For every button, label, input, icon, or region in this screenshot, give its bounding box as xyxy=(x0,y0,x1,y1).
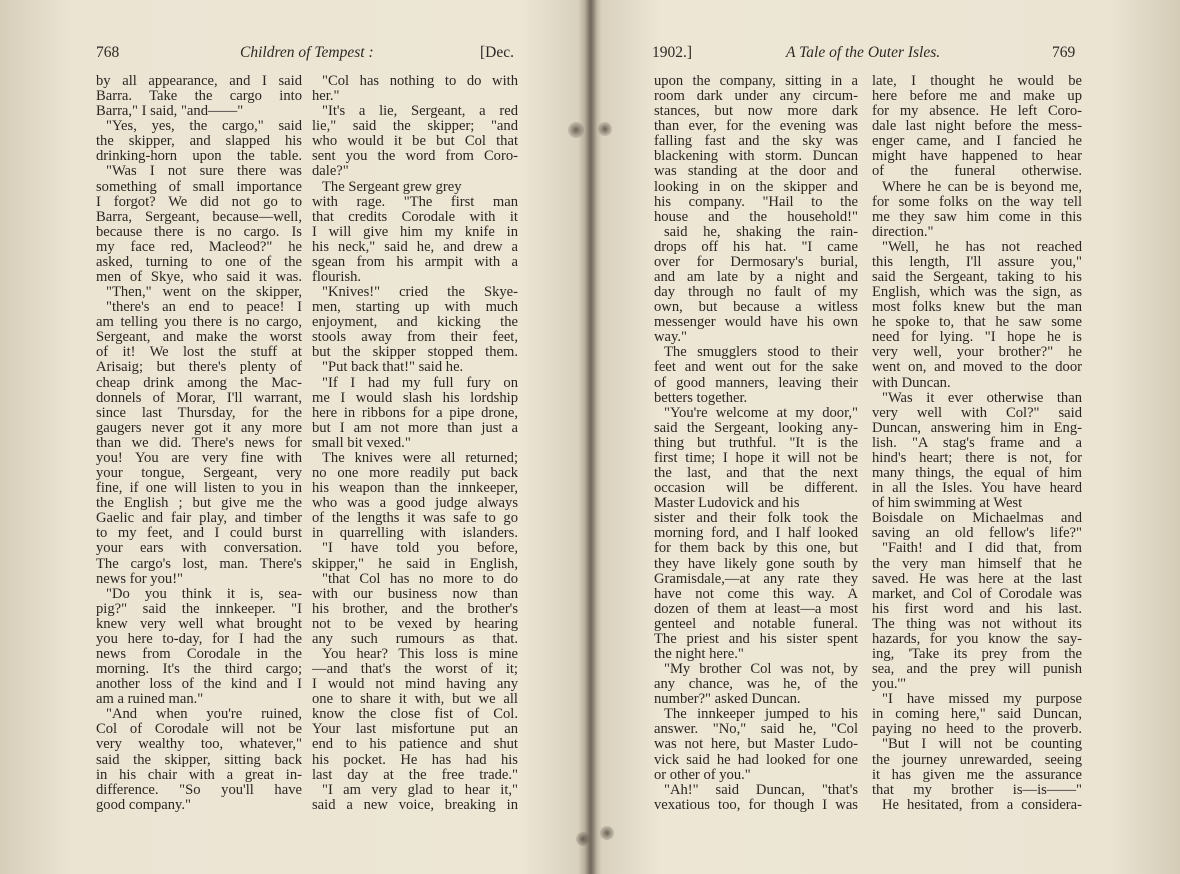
text-line: in coming here," said Duncan, xyxy=(872,706,1082,723)
text-line: saving an old fellow's life?" xyxy=(872,525,1082,542)
text-line: who would it be but Col that xyxy=(312,133,518,150)
text-line: vick said he had looked for one xyxy=(654,751,858,768)
text-line: dozen of them at least—a most xyxy=(654,600,858,617)
text-line: you! You are very fine with xyxy=(96,449,302,466)
text-line: because there is no cargo. Is xyxy=(96,223,302,240)
text-line: one to share it with, but we all xyxy=(312,691,518,708)
text-line: and am late by a night and xyxy=(654,269,858,286)
text-line: but the skipper stopped them. xyxy=(312,344,518,361)
text-line: sent you the word from Coro- xyxy=(312,148,518,165)
text-line: "I am very glad to hear it," xyxy=(322,781,518,798)
text-line: falling fast and the sky was xyxy=(654,133,858,150)
text-line: sister and their folk took the xyxy=(654,510,858,527)
text-line: Boisdale on Michaelmas and xyxy=(872,510,1082,527)
text-line: knew very well what brought xyxy=(96,615,302,632)
text-line: it has given me the assurance xyxy=(872,766,1082,783)
text-line: "Ah!" said Duncan, "that's xyxy=(664,781,858,798)
text-line: "Well, he has not reached xyxy=(882,238,1082,255)
text-line: flourish. xyxy=(312,269,362,286)
text-line: The innkeeper jumped to his xyxy=(664,706,858,723)
text-line: enjoyment, and kicking the xyxy=(312,314,518,331)
text-line: know the close fist of Col. xyxy=(312,706,518,723)
text-line: me I would slash his lordship xyxy=(312,389,518,406)
text-line: of him swimming at West xyxy=(872,495,1023,512)
text-line: Sergeant, and make the worst xyxy=(96,329,302,346)
text-line: Gramisdale,—at any rate they xyxy=(654,570,858,587)
text-line: here in ribbons for a pipe drone, xyxy=(312,404,518,421)
text-line: "Was it ever otherwise than xyxy=(882,389,1082,406)
text-line: "You're welcome at my door," xyxy=(664,404,858,421)
text-line: good company." xyxy=(96,796,191,813)
text-line: "Knives!" cried the Skye- xyxy=(322,284,518,301)
text-line: Duncan, answering him in Eng- xyxy=(872,419,1082,436)
text-line: answer. "No," said he, "Col xyxy=(654,721,858,738)
text-line: market, and Col of Corodale was xyxy=(872,585,1082,602)
text-line: of good manners, leaving their xyxy=(654,374,858,391)
text-line: "It's a lie, Sergeant, a red xyxy=(322,103,518,120)
text-line: not to be vexed by hearing xyxy=(312,615,518,632)
text-line: was not here, but Master Ludo- xyxy=(654,736,858,753)
text-line: English, which was the sign, as xyxy=(872,284,1082,301)
text-line: ing, 'Take its prey from the xyxy=(872,645,1082,662)
running-title: Children of Tempest : xyxy=(240,44,374,61)
text-line: for some folks on the way tell xyxy=(872,193,1082,210)
text-line: men of Skye, who said it was. xyxy=(96,269,302,286)
text-line: many things, the equal of him xyxy=(872,465,1082,482)
page-number: 769 xyxy=(1052,44,1076,61)
text-line: "Do you think it is, sea- xyxy=(106,585,302,602)
text-line: "I have told you before, xyxy=(322,540,518,557)
text-line: no one more readily put back xyxy=(312,465,518,482)
text-line: I will give him my knife in xyxy=(312,223,518,240)
text-line: asked, turning to one of the xyxy=(96,253,302,270)
running-title: A Tale of the Outer Isles. xyxy=(786,44,941,61)
text-line: dale?" xyxy=(312,163,349,180)
text-line: lish. "A stag's frame and a xyxy=(872,434,1082,451)
text-line: the last, and that the next xyxy=(654,465,858,482)
right-page xyxy=(596,0,1180,874)
text-line: occasion will be different. xyxy=(654,480,858,497)
text-line: I would not mind having any xyxy=(312,676,518,693)
text-line: Your last misfortune put an xyxy=(312,721,518,738)
text-line: than ever, for the evening was xyxy=(654,118,858,135)
text-line: the English ; but give me the xyxy=(96,495,302,512)
page-number: 768 xyxy=(96,44,120,61)
text-line: pig?" said the innkeeper. "I xyxy=(96,600,302,617)
text-line: fine, if one will listen to you in xyxy=(96,480,302,497)
text-line: dale last night before the mess- xyxy=(872,118,1082,135)
text-line: his brother, and the brother's xyxy=(312,600,518,617)
text-line: the very man himself that he xyxy=(872,555,1082,572)
text-line: news from Corodale in the xyxy=(96,645,302,662)
text-line: Master Ludovick and his xyxy=(654,495,800,512)
text-line: said the Sergeant, looking any- xyxy=(654,419,858,436)
text-line: his neck," said he, and drew a xyxy=(312,238,518,255)
text-line: men, starting up with much xyxy=(312,299,518,316)
text-line: in his chair with a great in- xyxy=(96,766,302,783)
text-line: The smugglers stood to their xyxy=(664,344,858,361)
text-line: very well with Col?" said xyxy=(872,404,1082,421)
text-column xyxy=(654,74,858,813)
text-line: any chance, was he, of the xyxy=(654,676,858,693)
text-line: the journey unrewarded, seeing xyxy=(872,751,1082,768)
text-line: end to his patience and shut xyxy=(312,736,518,753)
text-line: stools away from their feet, xyxy=(312,329,518,346)
text-line: said the skipper, sitting back xyxy=(96,751,302,768)
text-column xyxy=(96,74,302,813)
text-line: his first word and his last. xyxy=(872,600,1082,617)
text-line: direction." xyxy=(872,223,934,240)
text-line: enger came, and I fancied he xyxy=(872,133,1082,150)
text-line: sea, and the prey will punish xyxy=(872,661,1082,678)
text-line: I forgot? We did not go to xyxy=(96,193,302,210)
text-line: went on, and moved to the door xyxy=(872,359,1082,376)
text-line: "But I will not be counting xyxy=(882,736,1082,753)
text-line: might have happened to hear xyxy=(872,148,1082,165)
text-line: thing but truthful. "It is the xyxy=(654,434,858,451)
text-line: but I am not more than just a xyxy=(312,419,518,436)
text-line: vexatious too, for though I was xyxy=(654,796,858,813)
text-column xyxy=(312,74,518,813)
text-line: in all the Isles. You have heard xyxy=(872,480,1082,497)
text-line: late, I thought he would be xyxy=(872,73,1082,89)
text-line: for them back by this one, but xyxy=(654,540,858,557)
text-line: by all appearance, and I said xyxy=(96,73,302,89)
text-line: saved. He was here at the last xyxy=(872,570,1082,587)
text-line: feet and went out for the sake xyxy=(654,359,858,376)
text-line: Barra, Sergeant, because—well, xyxy=(96,208,302,225)
text-line: they have likely gone south by xyxy=(654,555,858,572)
text-line: "there's an end to peace! I xyxy=(106,299,302,316)
text-line: You hear? This loss is mine xyxy=(322,645,518,662)
text-line: He hesitated, from a considera- xyxy=(882,796,1082,813)
text-line: hazards, for you know the say- xyxy=(872,630,1082,647)
text-line: "Faith! and I did that, from xyxy=(882,540,1082,557)
text-line: since last Thursday, for the xyxy=(96,404,302,421)
text-line: the skipper, and slapped his xyxy=(96,133,302,150)
text-line: number?" asked Duncan. xyxy=(654,691,801,708)
text-line: of the lengths it was safe to go xyxy=(312,510,518,527)
text-line: Where he can be is beyond me, xyxy=(882,178,1082,195)
text-line: his weapon than the innkeeper, xyxy=(312,480,518,497)
text-line: The knives were all returned; xyxy=(322,449,518,466)
text-line: said he, shaking the rain- xyxy=(664,223,858,240)
text-line: her." xyxy=(312,88,340,105)
text-line: hind's heart; there is not, for xyxy=(872,449,1082,466)
text-line: drops off his hat. "I came xyxy=(654,238,858,255)
text-line: cheap drink among the Mac- xyxy=(96,374,302,391)
text-line: "I have missed my purpose xyxy=(882,691,1082,708)
text-line: your ears with conversation. xyxy=(96,540,302,557)
text-line: room dark under any circum- xyxy=(654,88,858,105)
text-line: with Duncan. xyxy=(872,374,951,391)
text-line: with our business now than xyxy=(312,585,518,602)
text-line: donnels of Morar, I'll warrant, xyxy=(96,389,302,406)
text-line: that my brother is—is——" xyxy=(872,781,1082,798)
text-line: to my feet, and I could burst xyxy=(96,525,302,542)
text-line: Barra. Take the cargo into xyxy=(96,88,302,105)
text-line: genteel and notable funeral. xyxy=(654,615,858,632)
text-line: news for you!" xyxy=(96,570,184,587)
text-line: have not come this way. A xyxy=(654,585,858,602)
text-line: "Put back that!" said he. xyxy=(322,359,464,376)
text-line: he spoke to, that he saw some xyxy=(872,314,1082,331)
text-line: another loss of the kind and I xyxy=(96,676,302,693)
text-line: difference. "So you'll have xyxy=(96,781,302,798)
text-line: blackening with storm. Duncan xyxy=(654,148,858,165)
text-line: "Col has nothing to do with xyxy=(322,73,518,89)
text-line: for my absence. He left Coro- xyxy=(872,103,1082,120)
text-line: of the funeral otherwise. xyxy=(872,163,1082,180)
text-line: very wealthy too, whatever," xyxy=(96,736,302,753)
date-mark: 1902.] xyxy=(652,44,693,61)
text-line: over for Dermosary's burial, xyxy=(654,253,858,270)
text-line: upon the company, sitting in a xyxy=(654,73,858,89)
text-line: The Sergeant grew grey xyxy=(322,178,462,195)
text-line: "Then," went on the skipper, xyxy=(106,284,302,301)
text-line: "If I had my full fury on xyxy=(322,374,518,391)
text-line: with rage. "The first man xyxy=(312,193,518,210)
running-head xyxy=(96,44,516,64)
text-line: any such rumours as that. xyxy=(312,630,518,647)
text-line: Barra," I said, "and——" xyxy=(96,103,244,120)
text-line: "that Col has no more to do xyxy=(322,570,518,587)
text-line: "My brother Col was not, by xyxy=(664,661,858,678)
text-line: morning ford, and I half looked xyxy=(654,525,858,542)
text-line: The cargo's lost, man. There's xyxy=(96,555,302,572)
text-line: most folks knew but the man xyxy=(872,299,1082,316)
text-line: house and the household!" xyxy=(654,208,858,225)
date-mark: [Dec. xyxy=(480,44,514,61)
text-line: am telling you there is no cargo, xyxy=(96,314,302,331)
text-line: The thing was not without its xyxy=(872,615,1082,632)
text-line: very well, your brother?" he xyxy=(872,344,1082,361)
text-line: need for lying. "I hope he is xyxy=(872,329,1082,346)
text-line: day through no fault of my xyxy=(654,284,858,301)
text-line: small bit vexed." xyxy=(312,434,411,451)
text-line: in quarrelling with islanders. xyxy=(312,525,518,542)
text-line: you.'" xyxy=(872,676,907,693)
text-line: betters together. xyxy=(654,389,748,406)
text-line: of it! We lost the stuff at xyxy=(96,344,302,361)
text-line: his pocket. He has had his xyxy=(312,751,518,768)
text-line: here before me and make up xyxy=(872,88,1082,105)
text-line: you here to-day, for I had the xyxy=(96,630,302,647)
text-line: lie," said the skipper; "and xyxy=(312,118,518,135)
text-line: last day at the free trade." xyxy=(312,766,518,783)
text-line: am a ruined man." xyxy=(96,691,204,708)
text-line: who was a good judge always xyxy=(312,495,518,512)
text-line: morning. It's the third cargo; xyxy=(96,661,302,678)
text-line: paying no heed to the proverb. xyxy=(872,721,1082,738)
text-line: Gaelic and fair play, and timber xyxy=(96,510,302,527)
text-line: The priest and his sister spent xyxy=(654,630,858,647)
text-line: looking in on the skipper and xyxy=(654,178,858,195)
text-line: sgean from his armpit with a xyxy=(312,253,518,270)
text-line: was standing at the door and xyxy=(654,163,858,180)
text-line: "And when you're ruined, xyxy=(106,706,302,723)
text-line: this length, I'll assure you," xyxy=(872,253,1082,270)
text-line: said the Sergeant, taking to his xyxy=(872,269,1082,286)
text-line: messenger would have his own xyxy=(654,314,858,331)
text-line: Arisaig; but there's plenty of xyxy=(96,359,302,376)
text-line: —and that's the worst of it; xyxy=(312,661,518,678)
text-line: own, but because a witless xyxy=(654,299,858,316)
text-line: the night here." xyxy=(654,645,744,662)
text-line: gaugers never got it any more xyxy=(96,419,302,436)
text-line: drinking-horn upon the table. xyxy=(96,148,302,165)
text-line: "Was I not sure there was xyxy=(106,163,302,180)
text-line: his company. "Hail to the xyxy=(654,193,858,210)
text-line: way." xyxy=(654,329,687,346)
text-line: stances, but now more dark xyxy=(654,103,858,120)
text-line: me they saw him come in this xyxy=(872,208,1082,225)
text-line: Col of Corodale will not be xyxy=(96,721,302,738)
text-line: than we did. There's news for xyxy=(96,434,302,451)
text-line: that credits Corodale with it xyxy=(312,208,518,225)
left-page xyxy=(0,0,588,874)
text-line: said a new voice, breaking in xyxy=(312,796,518,813)
text-column xyxy=(872,74,1082,813)
running-head xyxy=(648,44,1088,64)
text-line: or other of you." xyxy=(654,766,751,783)
text-line: skipper," he said in English, xyxy=(312,555,518,572)
text-line: first time; I hope it will not be xyxy=(654,449,858,466)
text-line: "Yes, yes, the cargo," said xyxy=(106,118,302,135)
text-line: something of small importance xyxy=(96,178,302,195)
text-line: your tongue, Sergeant, very xyxy=(96,465,302,482)
text-line: my face red, Macleod?" he xyxy=(96,238,302,255)
